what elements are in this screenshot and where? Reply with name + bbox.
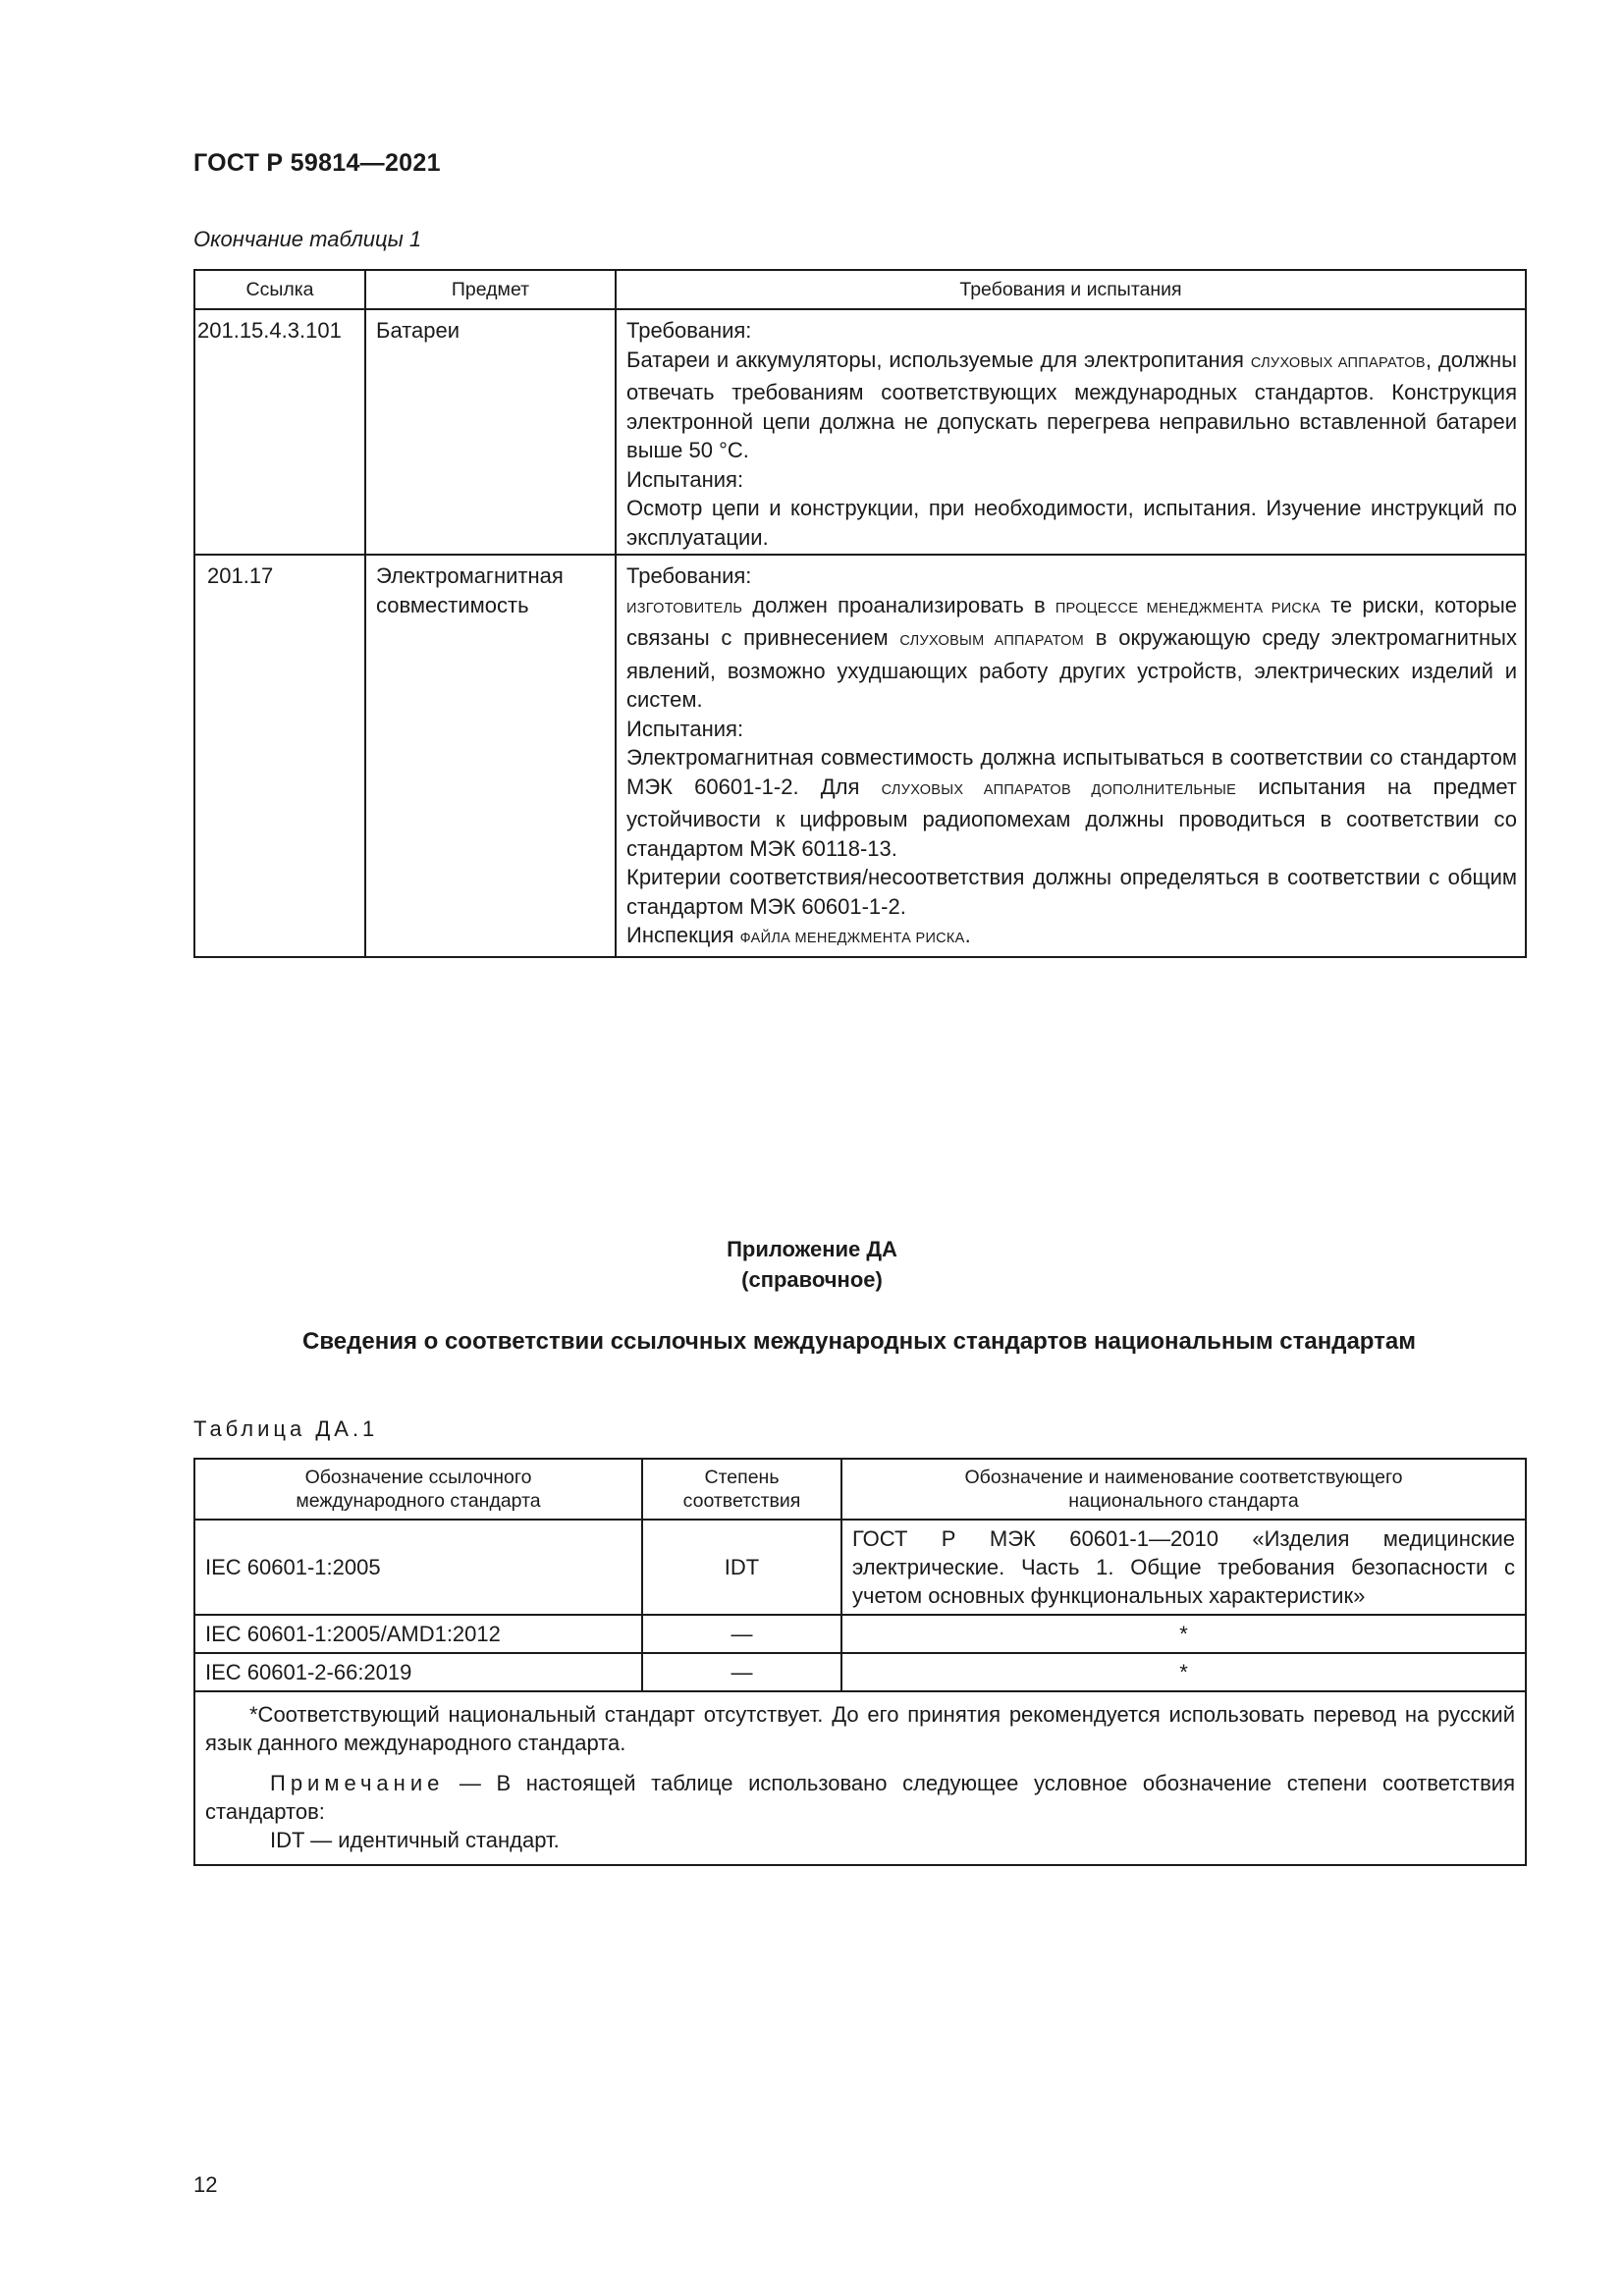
table2-caption: Таблица ДА.1: [193, 1416, 379, 1441]
row-subject: Электромагнитная совместимость: [365, 555, 616, 957]
defined-term: СЛУХОВЫМ АППАРАТОМ: [899, 633, 1085, 649]
tests-label: Испытания:: [626, 716, 744, 741]
intl-standard: IEC 60601-1:2005/AMD1:2012: [194, 1615, 642, 1653]
table1-caption: Окончание таблицы 1: [193, 227, 422, 251]
defined-term: СЛУХОВЫХ АППАРАТОВ: [1250, 354, 1426, 371]
requirements-text: в окружающую среду электромагнитных явлений, возможно ухудшающих работу других устройств, электрических изделий и систем.: [626, 625, 1517, 712]
table-row: [194, 1615, 1526, 1653]
national-standard: *: [841, 1653, 1526, 1691]
table2-col-national: [841, 1459, 1526, 1520]
header-line: национального стандарта: [1068, 1490, 1299, 1512]
header-line: международного стандарта: [296, 1490, 541, 1512]
table1-col-ref: Ссылка: [194, 270, 365, 309]
intl-standard: IEC 60601-1:2005: [194, 1520, 642, 1615]
requirements-text: , должны отвечать требованиям соответствующих международных стандартов. Конструкция электронной цепи должна не допускать перегрева неправильно вставленной батареи выше 50 °С.: [626, 347, 1517, 462]
note: [205, 1769, 1515, 1826]
header-line: Степень: [704, 1467, 780, 1488]
header-line: соответствия: [682, 1490, 801, 1512]
appendix-title: [0, 1234, 1624, 1295]
requirements-text: те риски, которые связаны с привнесением: [626, 592, 1518, 650]
tests-text: испытания на предмет устойчивости к цифровым радиопомехам должны проводиться в соответствии со стандартом МЭК 60118-13.: [626, 774, 1517, 861]
header-line: Обозначение ссылочного: [304, 1467, 532, 1488]
requirements-text: Батареи и аккумуляторы, используемые для электропитания: [626, 347, 1251, 372]
table-row: [194, 309, 1526, 555]
table2-header-row: [194, 1459, 1526, 1520]
requirements-label: Требования:: [626, 563, 752, 588]
table2: [193, 1458, 1527, 1866]
requirements-label: Требования:: [626, 318, 752, 343]
intl-standard: IEC 60601-2-66:2019: [194, 1653, 642, 1691]
defined-term: ПРОЦЕССЕ МЕНЕДЖМЕНТА РИСКА: [1055, 600, 1321, 616]
table2-footer-row: [194, 1691, 1526, 1865]
table1-header-row: [194, 270, 1526, 309]
table1-col-subject: Предмет: [365, 270, 616, 309]
appendix-title-line1: Приложение ДА: [727, 1237, 897, 1261]
table-row: [194, 1520, 1526, 1615]
page-number: 12: [193, 2172, 218, 2197]
header-line: Обозначение и наименование соответствующего: [964, 1467, 1403, 1488]
document-header: ГОСТ Р 59814—2021: [193, 149, 441, 177]
table2-col-intl: [194, 1459, 642, 1520]
row-subject: Батареи: [365, 309, 616, 555]
table2-notes: [194, 1691, 1526, 1865]
defined-term: ИЗГОТОВИТЕЛЬ: [626, 600, 743, 616]
tests-label: Испытания:: [626, 466, 744, 492]
appendix-heading: Сведения о соответствии ссылочных международных стандартов национальным стандартам: [302, 1328, 1416, 1355]
note-label: Примечание: [270, 1771, 445, 1795]
defined-term: СЛУХОВЫХ АППАРАТОВ ДОПОЛНИТЕЛЬНЫЕ: [881, 781, 1237, 798]
tests-text: Инспекция: [626, 923, 740, 947]
table1-col-requirements: Требования и испытания: [616, 270, 1526, 309]
table2-col-degree: [642, 1459, 841, 1520]
table-row: [194, 1653, 1526, 1691]
tests-text: .: [964, 923, 971, 947]
appendix-title-line2: (справочное): [741, 1267, 883, 1292]
footnote: *Соответствующий национальный стандарт отсутствует. До его принятия рекомендуется использовать перевод на русский язык данного международного стандарта.: [205, 1702, 1515, 1755]
note-idt: IDT — идентичный стандарт.: [270, 1828, 560, 1852]
table-row: [194, 555, 1526, 957]
national-standard: *: [841, 1615, 1526, 1653]
table1: [193, 269, 1527, 958]
requirements-text: должен проанализировать в: [742, 592, 1056, 617]
degree: IDT: [642, 1520, 841, 1615]
defined-term: ФАЙЛА МЕНЕДЖМЕНТА РИСКА: [739, 931, 965, 946]
row-requirements: [616, 309, 1526, 555]
degree: —: [642, 1615, 841, 1653]
tests-text: Осмотр цепи и конструкции, при необходимости, испытания. Изучение инструкций по эксплуатации.: [626, 496, 1517, 550]
row-ref: 201.17: [194, 555, 365, 957]
row-requirements: [616, 555, 1526, 957]
degree: —: [642, 1653, 841, 1691]
row-ref: 201.15.4.3.101: [194, 309, 365, 555]
national-standard: ГОСТ Р МЭК 60601-1—2010 «Изделия медицинские электрические. Часть 1. Общие требования безопасности с учетом основных функциональных характеристик»: [841, 1520, 1526, 1615]
tests-text: Электромагнитная совместимость должна испытываться в соответствии со стандартом МЭК 60601-1-2. Для: [626, 745, 1517, 799]
tests-text: Критерии соответствия/несоответствия должны определяться в соответствии с общим стандартом МЭК 60601-1-2.: [626, 865, 1517, 919]
note-text: — В настоящей таблице использовано следующее условное обозначение степени соответствия стандартов:: [205, 1771, 1515, 1824]
